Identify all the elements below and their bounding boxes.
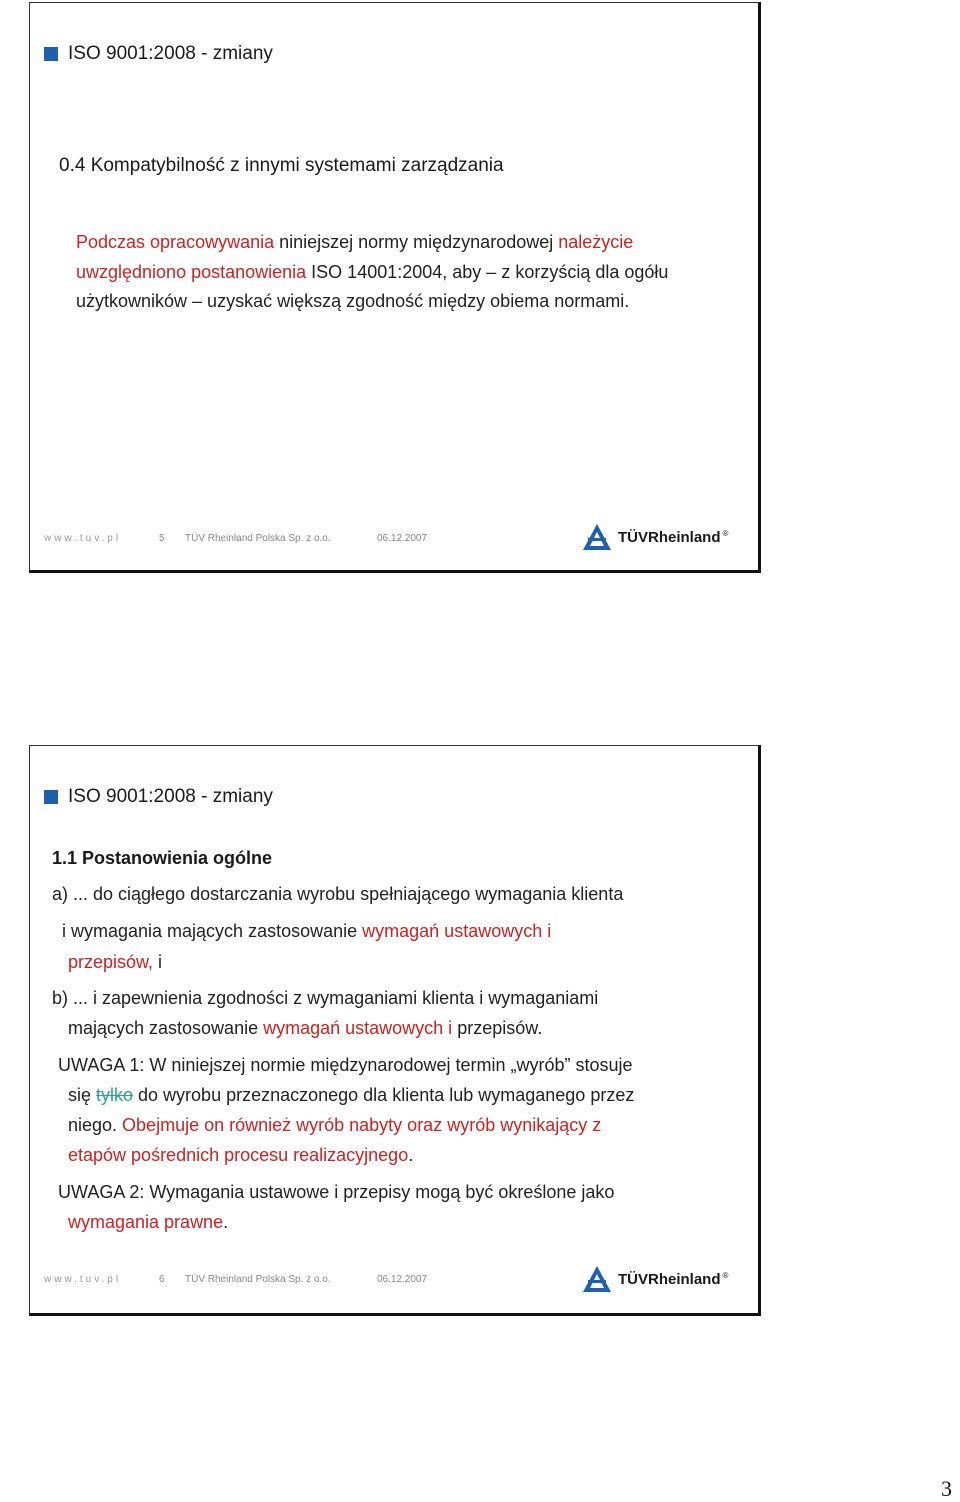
footer-page: 5 (159, 533, 165, 544)
footer-url: www.tuv.pl (44, 533, 122, 544)
logo-text: TÜVRheinland ® (618, 528, 729, 546)
red-text: przepisów, (68, 952, 154, 972)
slide-2 (29, 745, 761, 1316)
body-text: ISO 14001:2004, aby – z korzyścią dla ogółu użytkowników – uzyskać większą zgodność między obiema normami. (76, 261, 669, 311)
footer-company: TÜV Rheinland Polska Sp. z o.o. (185, 533, 331, 544)
text-line: b) ... i zapewnienia zgodności z wymaganiami klienta i wymaganiami (52, 988, 599, 1008)
red-text: należycie (558, 232, 634, 252)
text-line: niego. Obejmuje on również wyrób nabyty oraz wyrób wynikający z (68, 1115, 602, 1135)
bullet-square-icon (44, 47, 58, 61)
red-text: Obejmuje on również wyrób nabyty oraz wyrób wynikający z (122, 1115, 602, 1135)
slide-1 (29, 2, 761, 573)
slide-footer (44, 533, 427, 544)
text-line: mających zastosowanie wymagań ustawowych i przepisów. (68, 1018, 543, 1038)
slide-header-text: ISO 9001:2008 - zmiany (68, 43, 273, 64)
slide-footer (44, 1274, 427, 1285)
slide-header (44, 786, 273, 808)
note-line: UWAGA 2: Wymagania ustawowe i przepisy mogą być określone jako (58, 1182, 615, 1202)
bullet-square-icon (44, 790, 58, 804)
tuv-triangle-icon (582, 523, 612, 551)
footer-page: 6 (159, 1274, 165, 1285)
note-line: wymagania prawne. (68, 1212, 229, 1232)
tuv-logo (582, 1265, 728, 1293)
red-text: uwzględniono postanowienia (76, 261, 307, 282)
page-number: 3 (941, 1476, 952, 1501)
tuv-logo (582, 523, 728, 551)
footer-company: TÜV Rheinland Polska Sp. z o.o. (185, 1274, 331, 1285)
footer-date: 06.12.2007 (377, 533, 428, 544)
paragraph (76, 228, 716, 317)
footer-date: 06.12.2007 (377, 1274, 428, 1285)
text-line: a) ... do ciągłego dostarczania wyrobu spełniającego wymagania klienta (52, 884, 624, 904)
strikethrough-text: tylko (96, 1085, 134, 1105)
red-text: etapów pośrednich procesu realizacyjnego (68, 1145, 409, 1165)
section-title: 0.4 Kompatybilność z innymi systemami zarządzania (59, 155, 504, 176)
red-text: wymagań ustawowych i (362, 921, 552, 941)
text-line: UWAGA 1: W niniejszej normie międzynarodowej termin „wyrób” stosuje (58, 1055, 633, 1075)
tuv-triangle-icon (582, 1265, 612, 1293)
logo-text: TÜVRheinland ® (618, 1270, 729, 1288)
red-text: Podczas opracowywania (76, 232, 275, 252)
text-line: etapów pośrednich procesu realizacyjnego. (68, 1145, 414, 1165)
text-line: przepisów, i (68, 952, 163, 972)
footer-url: www.tuv.pl (44, 1274, 122, 1285)
text-line: się tylko do wyrobu przeznaczonego dla klienta lub wymaganego przez (68, 1085, 635, 1105)
red-text: wymagań ustawowych i (263, 1018, 453, 1038)
body-text: niniejszej normy międzynarodowej (274, 232, 559, 252)
section-title: 1.1 Postanowienia ogólne (52, 848, 273, 868)
text-line: i wymagania mających zastosowanie wymagań ustawowych i (62, 921, 552, 941)
slide-header (44, 43, 273, 65)
slide-header-text: ISO 9001:2008 - zmiany (68, 786, 273, 807)
